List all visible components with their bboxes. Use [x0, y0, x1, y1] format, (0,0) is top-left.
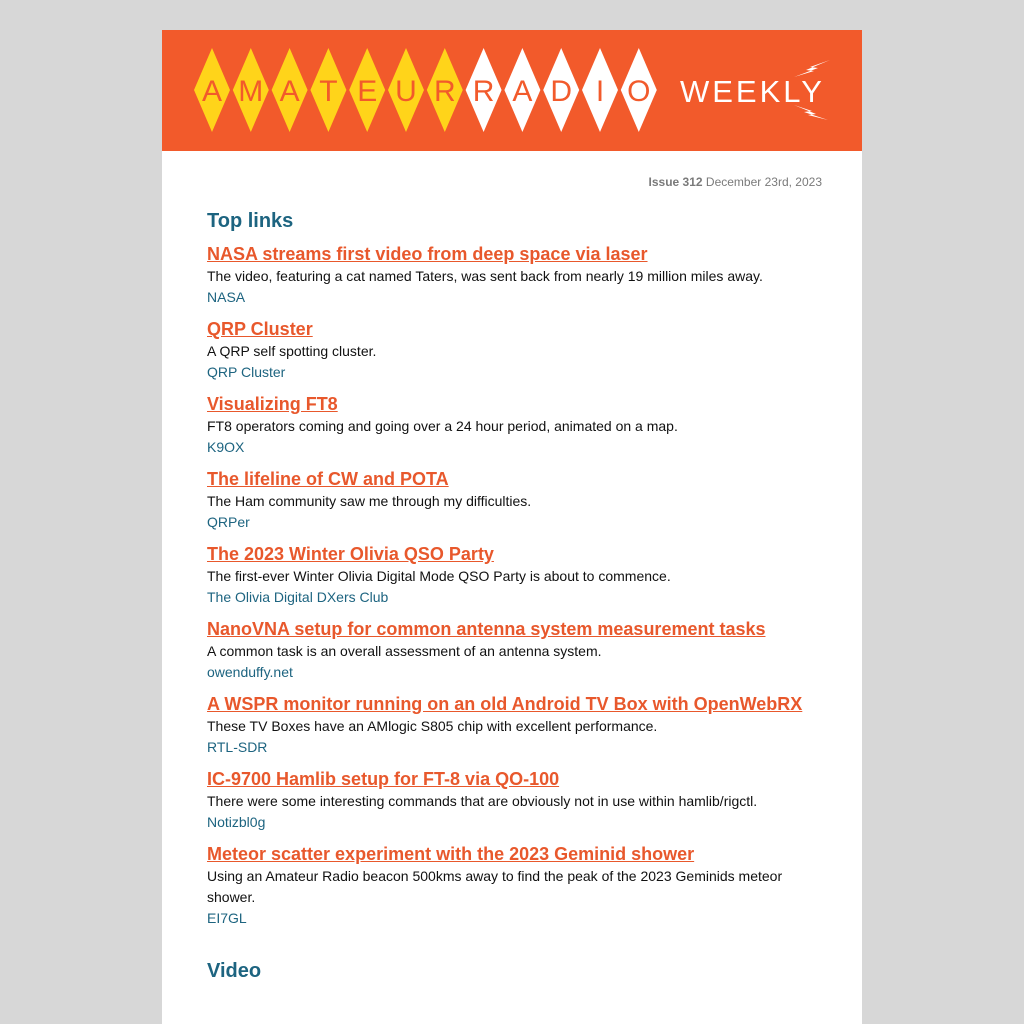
issue-date: December 23rd, 2023 [705, 175, 822, 189]
article-description: The video, featuring a cat named Taters, was sent back from nearly 19 million miles away. [207, 268, 763, 284]
article-title-link[interactable]: A WSPR monitor running on an old Android TV Box with OpenWebRX [207, 694, 803, 714]
newsletter-page [162, 30, 862, 1024]
article-title-link[interactable]: NASA streams first video from deep space via laser [207, 244, 648, 264]
top-links-heading: Top links [207, 210, 294, 232]
article-source-link[interactable]: K9OX [207, 439, 245, 455]
logo-letter: I [595, 75, 605, 108]
article-title-link[interactable]: Visualizing FT8 [207, 394, 338, 414]
logo-letter: O [627, 75, 651, 108]
logo-letter: R [433, 75, 456, 108]
logo-weekly-text: WEEKLY [680, 74, 825, 109]
article-description: These TV Boxes have an AMlogic S805 chip with excellent performance. [207, 718, 658, 734]
article-title-link[interactable]: The lifeline of CW and POTA [207, 469, 449, 489]
logo-letter: D [550, 75, 573, 108]
article-source-link[interactable]: The Olivia Digital DXers Club [207, 589, 389, 605]
article-title-link[interactable]: NanoVNA setup for common antenna system measurement tasks [207, 619, 766, 639]
article-description: A common task is an overall assessment of an antenna system. [207, 643, 602, 659]
article-source-link[interactable]: Notizbl0g [207, 814, 266, 830]
article-title-link[interactable]: Meteor scatter experiment with the 2023 Geminid shower [207, 844, 695, 864]
article-description: FT8 operators coming and going over a 24 hour period, animated on a map. [207, 418, 678, 434]
logo-letter: A [279, 75, 300, 108]
article-item [207, 768, 822, 833]
article-source-link[interactable]: EI7GL [207, 910, 247, 926]
article-source-link[interactable]: QRP Cluster [207, 364, 286, 380]
article-item [207, 693, 822, 758]
article-title-link[interactable]: QRP Cluster [207, 319, 313, 339]
article-description: Using an Amateur Radio beacon 500kms away to find the peak of the 2023 Geminids meteor shower. [207, 868, 783, 905]
article-title-link[interactable]: The 2023 Winter Olivia QSO Party [207, 544, 494, 564]
main-content [207, 151, 822, 983]
article-item [207, 243, 822, 308]
logo-letter: A [201, 75, 223, 108]
article-item [207, 318, 822, 383]
issue-number: Issue 312 [648, 175, 703, 189]
article-item [207, 618, 822, 683]
article-description: The first-ever Winter Olivia Digital Mode QSO Party is about to commence. [207, 568, 671, 584]
video-heading: Video [207, 960, 262, 982]
article-title-link[interactable]: IC-9700 Hamlib setup for FT-8 via QO-100 [207, 769, 560, 789]
article-source-link[interactable]: owenduffy.net [207, 664, 293, 680]
article-item [207, 543, 822, 608]
logo-letter: T [319, 75, 338, 108]
logo-letter: M [238, 75, 264, 108]
article-description: The Ham community saw me through my difficulties. [207, 493, 532, 509]
article-source-link[interactable]: RTL-SDR [207, 739, 268, 755]
logo-letter: R [472, 75, 495, 108]
issue-info [207, 175, 822, 191]
header-banner [162, 30, 862, 151]
article-source-link[interactable]: NASA [207, 289, 246, 305]
logo-letter: A [512, 75, 533, 108]
amateur-radio-weekly-logo [162, 30, 862, 151]
article-source-link[interactable]: QRPer [207, 514, 250, 530]
article-item [207, 393, 822, 458]
article-description: There were some interesting commands that are obviously not in use within hamlib/rigctl. [207, 793, 758, 809]
article-item [207, 468, 822, 533]
article-list [207, 243, 822, 929]
logo-letter: U [395, 75, 417, 108]
article-description: A QRP self spotting cluster. [207, 343, 377, 359]
logo-letter: E [357, 75, 378, 108]
article-item [207, 843, 822, 929]
